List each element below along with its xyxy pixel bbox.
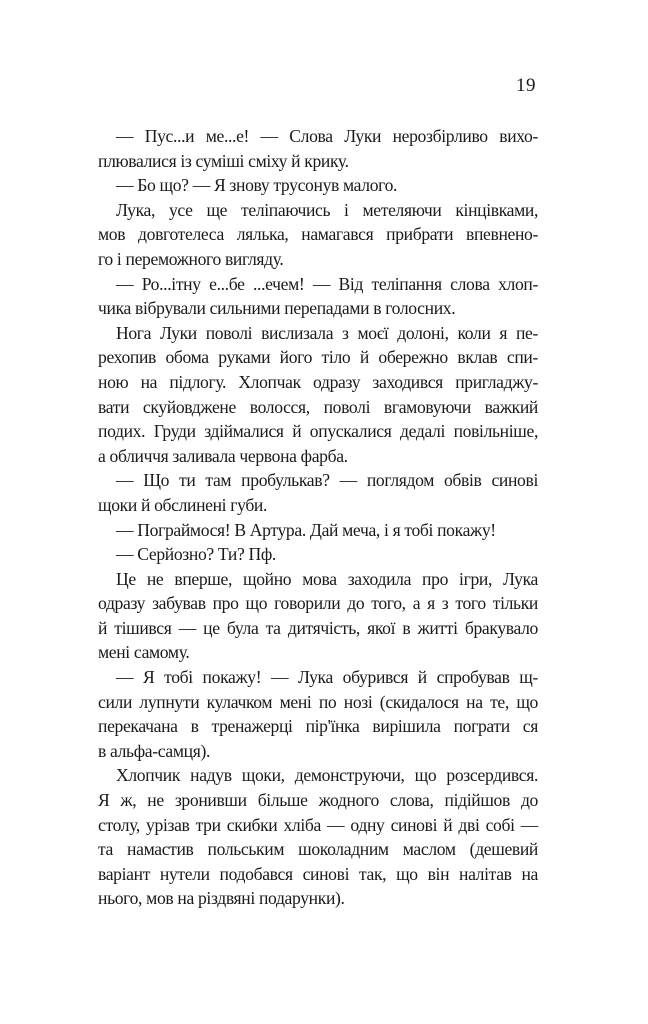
text-line: Лука, усе ще теліпаючись і метеляючи кінцівками, [116,199,538,220]
text-line: сили лупнути кулачком мені по нозі (скидалося на те, що [98,691,538,712]
text-line: Хлопчик надув щоки, демонструючи, що розсердився. [116,765,538,786]
text-line: — Ро...ітну е...бе ...ечем! — Від теліпання слова хлоп- [116,273,538,294]
text-line: столу, урізав три скибки хліба — одну синові й дві собі — [98,814,538,835]
text-line: ною на підлогу. Хлопчак одразу заходився пригладжу- [98,371,538,392]
text-line: а обличчя заливала червона фарба. [98,445,348,466]
paragraph [98,542,538,567]
text-line: й тішився — це була та дитячість, якої в житті бракувало [98,617,538,638]
text-line: — Бо що? — Я знову трусонув малого. [116,175,398,196]
text-line: Нога Луки поволі вислизала з моєї долоні, коли я пе- [116,322,538,343]
paragraph [98,763,538,911]
text-line: го і переможного вигляду. [98,248,284,269]
text-line: — Пус...и ме...е! — Слова Луки нерозбірливо вихо- [116,126,538,146]
text-line: — Я тобі покажу! — Лука обурився й спробував щ- [116,667,538,688]
page-number: 19 [516,75,536,96]
text-line: в альфа-самця). [98,740,211,761]
text-line: вати скуйовджене волосся, поволі вгамовуючи важкий [98,396,538,417]
text-line: нього, мов на різдвяні подарунки). [98,888,345,909]
text-line: — Що ти там пробулькав? — поглядом обвів синові [116,470,538,491]
paragraph [98,173,538,198]
text-line: подих. Груди здіймалися й опускалися дедалі повільніше, [98,421,538,442]
text-line: Це не вперше, щойно мова заходила про ігри, Лука [116,568,538,589]
text-line: — Пограймося! В Артура. Дай меча, і я тобі покажу! [116,519,496,540]
paragraph [98,567,538,665]
text-line: чика вібрували сильними перепадами в голосних. [98,298,456,319]
text-line: варіант нутели подобався синові так, що він налітав на [98,863,538,884]
text-line: щоки й обслинені губи. [98,494,268,515]
text-line: плювалися із суміші сміху й крику. [98,150,349,171]
text-line: та намастив польським шоколадним маслом (дешевий [98,839,538,860]
paragraph [98,468,538,517]
paragraph [98,321,538,469]
paragraph [98,665,538,763]
paragraph [98,272,538,321]
body-text [98,124,538,911]
paragraph [98,518,538,543]
text-line: рехопив обома руками його тіло й обережно вклав спи- [98,347,538,368]
paragraph [98,124,538,173]
text-line: мені самому. [98,642,190,663]
text-line: Я ж, не зронивши більше жодного слова, підійшов до [98,790,538,811]
paragraph [98,198,538,272]
text-line: — Серйозно? Ти? Пф. [116,544,276,565]
text-line: одразу забував про що говорили до того, а я з того тільки [98,593,538,614]
text-line: мов довготелеса лялька, намагався прибрати впевнено- [98,224,538,245]
text-line: перекачана в тренажерці пір'їнка вирішила пограти ся [98,716,538,737]
